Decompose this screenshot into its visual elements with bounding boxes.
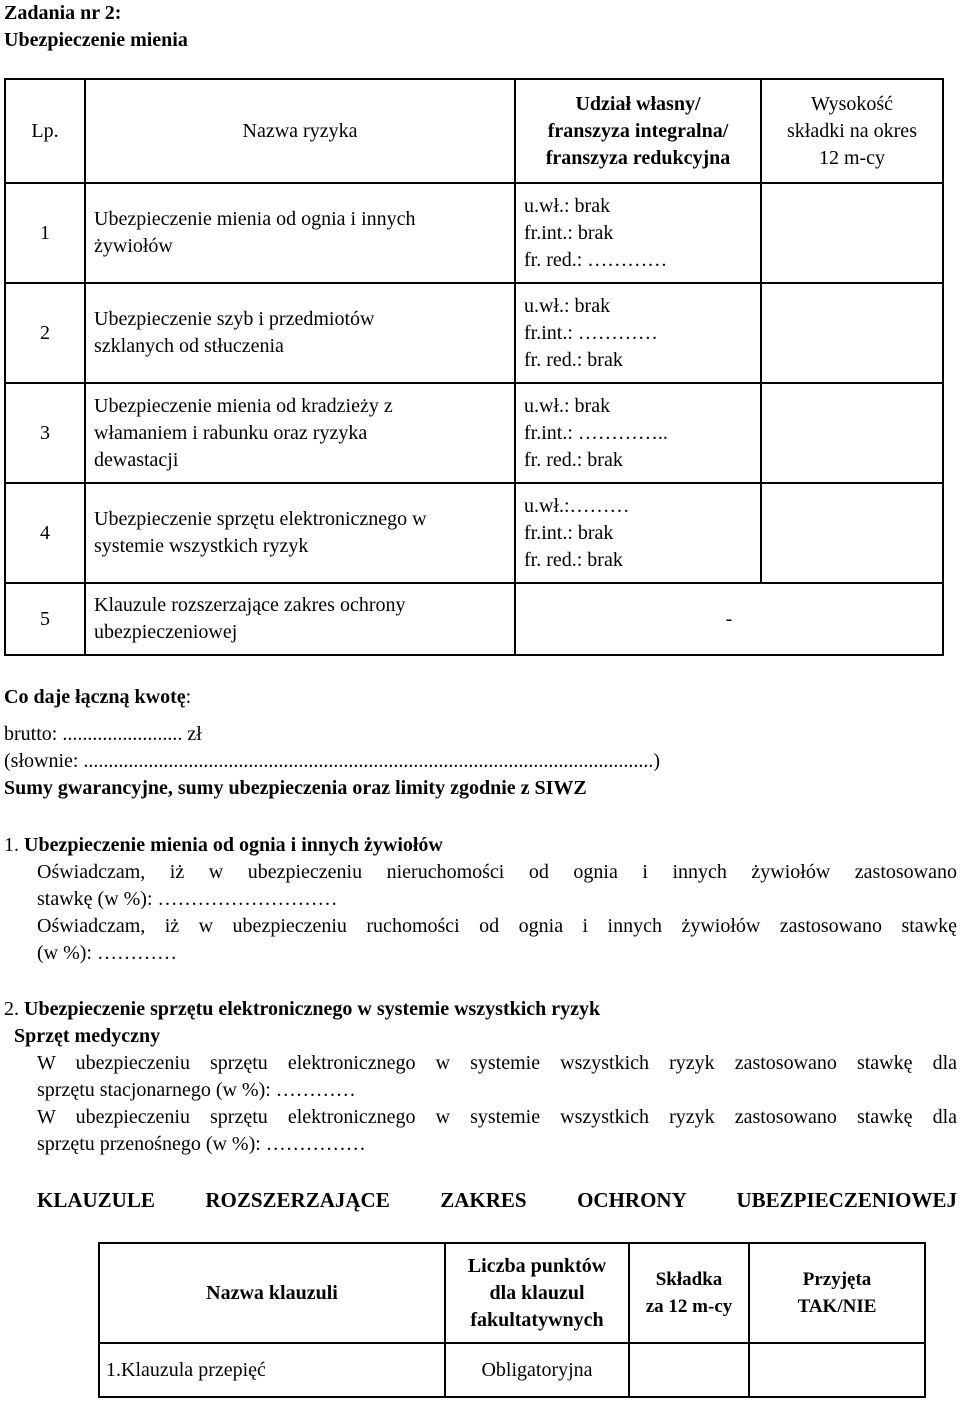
document-subtitle: Ubezpieczenie mienia <box>4 29 188 51</box>
section2-title: 2. Ubezpieczenie sprzętu elektronicznego w systemie wszystkich ryzyk <box>4 998 601 1020</box>
col-przyjeta-header: Przyjęta TAK/NIE <box>749 1243 925 1343</box>
section1-title: 1. Ubezpieczenie mienia od ognia i innych żywiołów <box>4 834 443 856</box>
row-risk-name: Klauzule rozszerzające zakres ochrony ubezpieczeniowej <box>85 583 515 655</box>
klauzule-heading: KLAUZULE ROZSZERZAJĄCE ZAKRES OCHRONY UBEZPIECZENIOWEJ <box>37 1188 957 1212</box>
clause-premium-cell[interactable] <box>629 1343 749 1397</box>
row-premium-cell[interactable] <box>761 383 943 483</box>
row-franszyza: u.wł.:……… fr.int.: brak fr. red.: brak <box>515 483 761 583</box>
row-lp: 1 <box>5 183 85 283</box>
col-nazwa-header: Nazwa ryzyka <box>85 79 515 183</box>
row-franszyza: u.wł.: brak fr.int.: ………….. fr. red.: brak <box>515 383 761 483</box>
col-lp-header: Lp. <box>5 79 85 183</box>
summary-heading: Co daje łączną kwotę: <box>4 686 192 708</box>
col-skladka-header: Składka za 12 m-cy <box>629 1243 749 1343</box>
section2-subtitle: Sprzęt medyczny <box>14 1025 161 1047</box>
col-udzial-header: Udział własny/ franszyza integralna/ franszyza redukcyjna <box>515 79 761 183</box>
sumy-note: Sumy gwarancyjne, sumy ubezpieczenia oraz limity zgodnie z SIWZ <box>4 777 587 799</box>
section1-p2-stawka[interactable]: (w %): ………… <box>37 942 177 964</box>
table-row <box>5 283 943 383</box>
row-lp: 2 <box>5 283 85 383</box>
table-row <box>5 583 943 655</box>
row-risk-name: Ubezpieczenie mienia od kradzieży z włamaniem i rabunku oraz ryzyka dewastacji <box>85 383 515 483</box>
slownie-field[interactable]: (słownie: ..................................................................................................................) <box>4 750 661 772</box>
table-row <box>99 1343 925 1397</box>
row-premium-cell[interactable] <box>761 483 943 583</box>
clauses-header-row <box>99 1243 925 1343</box>
section1-p1-stawka[interactable]: stawkę (w %): ……………………… <box>37 888 338 910</box>
brutto-field[interactable]: brutto: ........................ zł <box>4 723 202 745</box>
section2-p1-stawka[interactable]: sprzętu stacjonarnego (w %): ………… <box>37 1079 356 1101</box>
row-risk-name: Ubezpieczenie szyb i przedmiotów szklanych od stłuczenia <box>85 283 515 383</box>
row-merged-dash: - <box>515 583 943 655</box>
document-title: Zadania nr 2: <box>4 2 122 24</box>
row-lp: 3 <box>5 383 85 483</box>
row-risk-name: Ubezpieczenie sprzętu elektronicznego w systemie wszystkich ryzyk <box>85 483 515 583</box>
section2-p1-line1: W ubezpieczeniu sprzętu elektronicznego w systemie wszystkich ryzyk zastosowano stawkę dla <box>37 1052 957 1074</box>
col-klauzula-header: Nazwa klauzuli <box>99 1243 445 1343</box>
row-lp: 5 <box>5 583 85 655</box>
section2-p2-line1: W ubezpieczeniu sprzętu elektronicznego w systemie wszystkich ryzyk zastosowano stawkę dla <box>37 1106 957 1128</box>
row-risk-name: Ubezpieczenie mienia od ognia i innych żywiołów <box>85 183 515 283</box>
table-row <box>5 183 943 283</box>
clause-accepted-cell[interactable] <box>749 1343 925 1397</box>
table-row <box>5 483 943 583</box>
row-premium-cell[interactable] <box>761 283 943 383</box>
row-franszyza: u.wł.: brak fr.int.: brak fr. red.: ………… <box>515 183 761 283</box>
row-lp: 4 <box>5 483 85 583</box>
col-punkty-header: Liczba punktów dla klauzul fakultatywnych <box>445 1243 629 1343</box>
clauses-table <box>98 1242 926 1398</box>
row-franszyza: u.wł.: brak fr.int.: ………… fr. red.: brak <box>515 283 761 383</box>
section2-p2-stawka[interactable]: sprzętu przenośnego (w %): …………… <box>37 1133 366 1155</box>
row-premium-cell[interactable] <box>761 183 943 283</box>
section1-p1-line1: Oświadczam, iż w ubezpieczeniu nieruchomości od ognia i innych żywiołów zastosowano <box>37 861 957 883</box>
col-skladka-header: Wysokość składki na okres 12 m-cy <box>761 79 943 183</box>
risk-table <box>4 78 944 656</box>
clause-points: Obligatoryjna <box>445 1343 629 1397</box>
clause-name: 1.Klauzula przepięć <box>99 1343 445 1397</box>
section1-p2-line1: Oświadczam, iż w ubezpieczeniu ruchomości od ognia i innych żywiołów zastosowano stawkę <box>37 915 957 937</box>
table-row <box>5 383 943 483</box>
table-header-row <box>5 79 943 183</box>
